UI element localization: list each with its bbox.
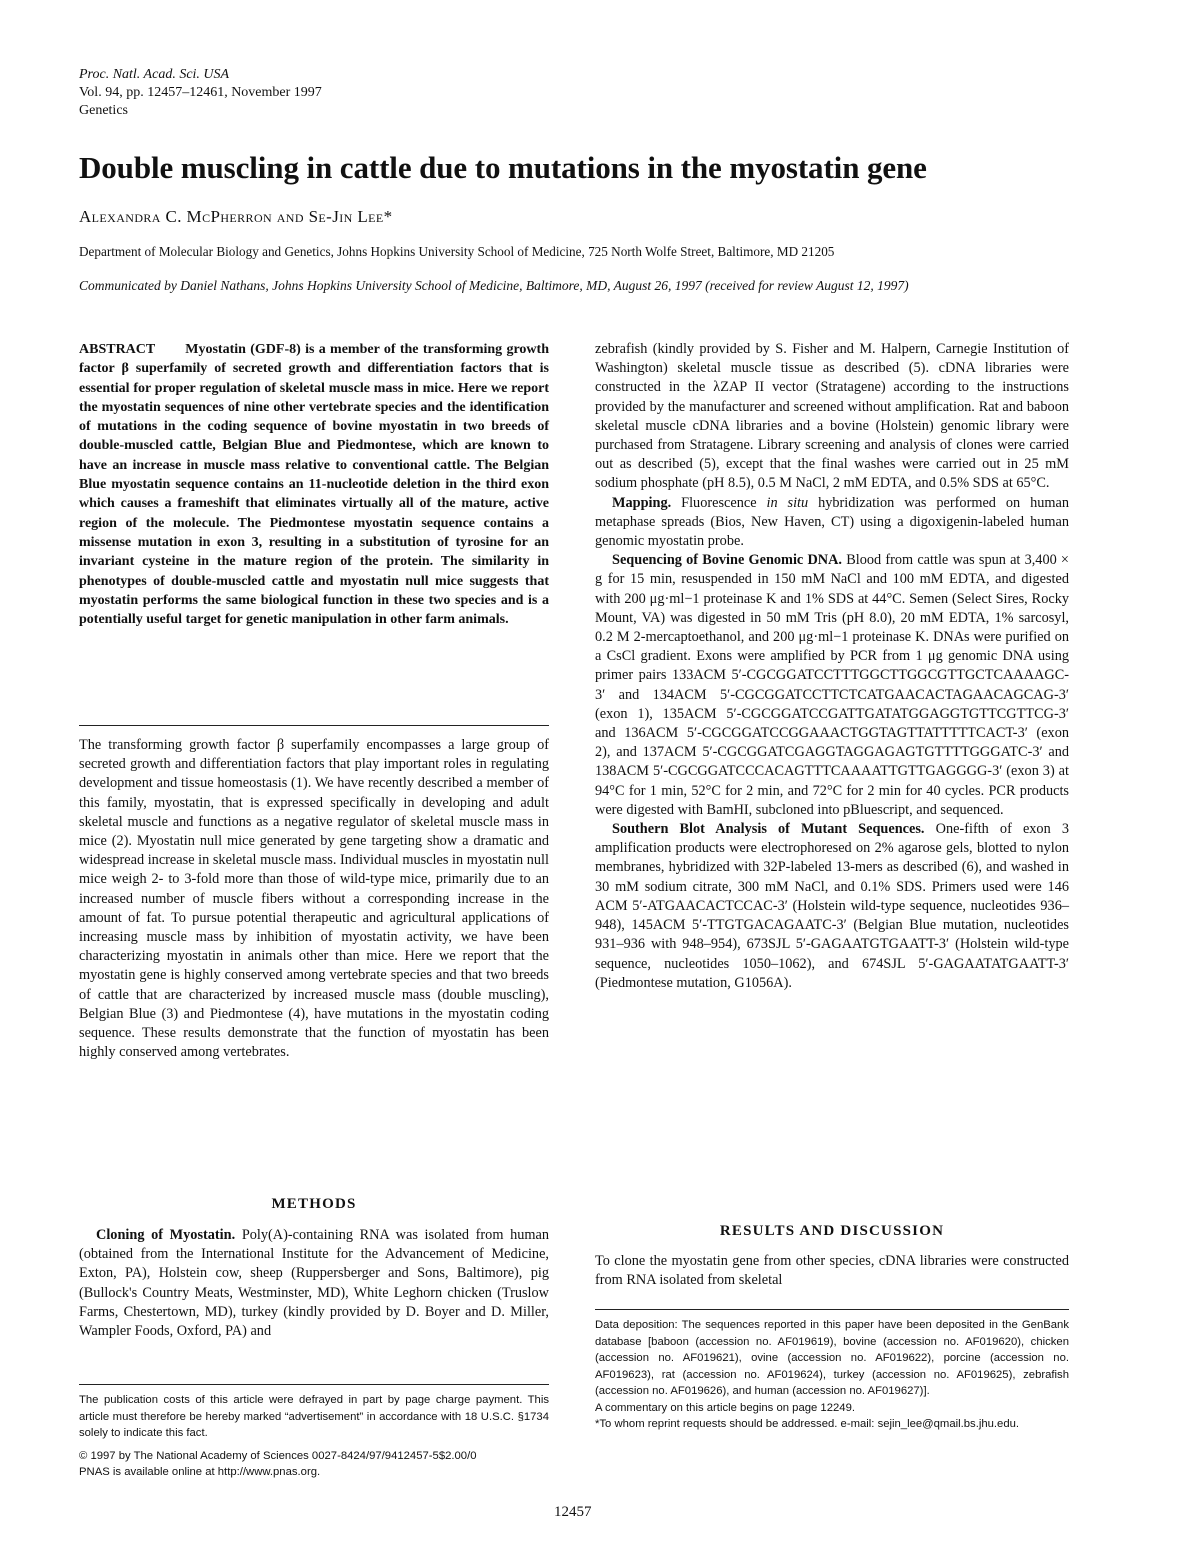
mapping-text: hybridization was performed on human metaphase spreads (Bios, New Haven, CT) using a digoxigenin-labeled human genomic myostatin probe.: [595, 494, 1069, 550]
author-list: Alexandra C. McPherron and Se-Jin Lee*: [79, 207, 393, 226]
mapping-italic: in situ: [766, 494, 809, 511]
commentary-note: A commentary on this article begins on page 12249.: [595, 1401, 855, 1414]
sequencing-text: Blood from cattle was spun at 3,400 × g for 15 min, resuspended in 150 mM NaCl and 100 mM EDTA, and digested with 200 μg·ml−1 proteinase K and 1% SDS at 44°C. Semen (Select Sires, Rocky Mount, VA) was digested in 50 mM Tris (pH 8.0), 20 mM EDTA, 1% sarcosyl, 0.2 M 2-mercaptoethanol, and 200 μg·ml−1 proteinase K. DNAs were purified on a CsCl gradient. Exons were amplified by PCR from 1 μg genomic DNA using primer pairs 133ACM 5′-CGCGGATCCTTTGGCTTGGCGTTGCTCAAAAGC-3′ and 134ACM 5′-CGCGGATCCTTCTCATGAACACTAGAACAGCAG-3′ (exon 1), 135ACM 5′-CGCGGATCCGATTGATATGGAGGTGTTCGTTCG-3′ and 136ACM 5′-CGCGGATCCGGAAACTGGTAGTTATTTTTCACT-3′ (exon 2), and 137ACM 5′-CGCGGATCGAGGTAGGAGAGTGTTTTGGGATC-3′ and 138ACM 5′-CGCGGATCCCACAGTTTCAAAATTGTTGAGGGG-3′ (exon 3) at 94°C for 1 min, 52°C for 2 min, and 72°C for 2 min for 40 cycles. PCR products were digested with BamHI, subcloned into pBluescript, and sequenced.: [595, 552, 1069, 818]
cloning-head: Cloning of Myostatin.: [96, 1227, 236, 1243]
journal-name: Proc. Natl. Acad. Sci. USA: [79, 67, 230, 82]
footnotes-right: [595, 1317, 1069, 1433]
sequencing-head: Sequencing of Bovine Genomic DNA.: [612, 552, 843, 569]
page-number: 12457: [554, 1504, 592, 1520]
southern-paragraph: [595, 820, 1069, 993]
footnote-divider-left: [79, 1384, 549, 1385]
cloning-paragraph-end: zebrafish (kindly provided by S. Fisher and M. Halpern, Carnegie Institution of Washington) skeletal muscle tissue as described (5). cDNA libraries were constructed in the λZAP II vector (Stratagene) according to the instructions provided by the manufacturer and screened without amplification. Rat and baboon skeletal muscle cDNA libraries and a bovine (Holstein) genomic library were purchased from Stratagene. Library screening and analysis of clones were carried out as described (5), except that the final washes were carried out in 25 mM sodium phosphate (pH 8.5), 0.5 M NaCl, 2 mM EDTA, and 0.5% SDS at 65°C.: [595, 341, 1069, 492]
abstract-divider: [79, 725, 549, 726]
cloning-section-left: [79, 1226, 549, 1341]
methods-heading: METHODS: [271, 1196, 357, 1212]
data-deposition-note: Data deposition: The sequences reported in this paper have been deposited in the GenBank database [baboon (accession no. AF019619), bovine (accession no. AF019620), chicken (accession no. AF019621), ovine (accession no. AF019622), porcine (accession no. AF019623), rat (accession no. AF019624), turkey (accession no. AF019625), zebrafish (accession no. AF019626), and human (accession no. AF019627)].: [595, 1319, 1069, 1397]
cloning-text-left: Poly(A)-containing RNA was isolated from human (obtained from the International Institute for the Advancement of Medicine, Exton, PA), Holstein cow, sheep (Ruppersberger and Sons, Baltimore), pig (Bullock's Country Meats, Westminster, MD), White Leghorn chicken (Truslow Farms, Chestertown, MD), turkey (kindly provided by D. Boyer and D. Miller, Wampler Foods, Oxford, PA) and: [79, 1227, 549, 1340]
communicated-by: Communicated by Daniel Nathans, Johns Hopkins University School of Medicine, Baltimore, MD, August 26, 1997 (received for review August 12, 1997): [79, 278, 909, 293]
cloning-paragraph-start: [79, 1226, 549, 1341]
introduction: [79, 736, 549, 1062]
affiliation: Department of Molecular Biology and Genetics, Johns Hopkins University School of Medicine, 725 North Wolfe Street, Baltimore, MD 21205: [79, 244, 835, 259]
mapping-pre: Fluorescence: [681, 494, 757, 511]
paper-title: Double muscling in cattle due to mutations in the myostatin gene: [79, 150, 927, 185]
footnote-divider-right: [595, 1309, 1069, 1310]
footnotes-left: [79, 1392, 549, 1481]
southern-head: Southern Blot Analysis of Mutant Sequences.: [612, 821, 925, 838]
mapping-paragraph: [595, 494, 1069, 552]
online-note: PNAS is available online at http://www.pnas.org.: [79, 1466, 321, 1478]
abstract: [79, 340, 549, 629]
journal-volume: Vol. 94, pp. 12457–12461, November 1997: [79, 85, 322, 100]
reprint-note: *To whom reprint requests should be addressed. e-mail: sejin_lee@qmail.bs.jhu.edu.: [595, 1418, 1020, 1430]
intro-paragraph: The transforming growth factor β superfamily encompasses a large group of secreted growth and differentiation factors that play important roles in regulating development and tissue homeostasis (1). We have recently described a member of this family, myostatin, that is expressed specifically in developing and adult skeletal muscle and functions as a negative regulator of skeletal muscle mass in mice (2). Myostatin null mice generated by gene targeting show a dramatic and widespread increase in skeletal muscle mass. Individual muscles in myostatin null mice weigh 2- to 3-fold more than those of wild-type mice, primarily due to an increased number of muscle fibers without a corresponding increase in the amount of fat. To pursue potential therapeutic and agricultural applications of increasing muscle mass by inhibition of myostatin activity, we have been characterizing myostatin in animals other than mice. Here we report that the myostatin gene is highly conserved among vertebrate species and that two breeds of cattle that are characterized by increased muscle mass (double muscling), Belgian Blue (3) and Piedmontese (4), have mutations in the myostatin coding sequence. These results demonstrate that the function of myostatin has been highly conserved among vertebrates.: [79, 737, 549, 1061]
results-paragraph: To clone the myostatin gene from other species, cDNA libraries were constructed from RNA isolated from skeletal: [595, 1253, 1069, 1289]
results-section: [595, 1252, 1069, 1290]
abstract-label: ABSTRACT: [79, 342, 156, 357]
mapping-head: Mapping.: [612, 494, 672, 511]
sequencing-paragraph: [595, 551, 1069, 820]
publication-costs-note: The publication costs of this article were defrayed in part by page charge payment. This article must therefore be hereby marked “advertisement” in accordance with 18 U.S.C. §1734 solely to indicate this fact.: [79, 1394, 549, 1439]
journal-section: Genetics: [79, 103, 128, 118]
methods-right-column: [595, 340, 1069, 993]
results-heading: RESULTS AND DISCUSSION: [719, 1223, 945, 1239]
southern-text: One-fifth of exon 3 amplification products were electrophoresed on 2% agarose gels, blotted to nylon membranes, hybridized with 32P-labeled 13-mers as described (6), and washed in 30 mM sodium citrate, 300 mM NaCl, and 0.1% SDS. Primers used were 146 ACM 5′-ATGAACACTCCAC-3′ (Holstein wild-type sequence, nucleotides 936–948), 145ACM 5′-TTGTGACAGAATC-3′ (Belgian Blue mutation, nucleotides 931–936 with 948–954), 673SJL 5′-GAGAATGTGAATT-3′ (Holstein wild-type sequence, nucleotides 1050–1062), and 674SJL 5′-GAGAATATGAATT-3′ (Piedmontese mutation, G1056A).: [595, 821, 1069, 991]
journal-header: [79, 66, 322, 120]
copyright-note: © 1997 by The National Academy of Sciences 0027-8424/97/9412457-5$2.00/0: [79, 1449, 477, 1462]
abstract-text: Myostatin (GDF-8) is a member of the transforming growth factor β superfamily of secreted growth and differentiation factors that is essential for proper regulation of skeletal muscle mass in mice. Here we report the myostatin sequences of nine other vertebrate species and the identification of mutations in the coding sequence of bovine myostatin in two breeds of double-muscled cattle, Belgian Blue and Piedmontese, which are known to have an increase in muscle mass relative to conventional cattle. The Belgian Blue myostatin sequence contains an 11-nucleotide deletion in the third exon which causes a frameshift that eliminates virtually all of the mature, active region of the molecule. The Piedmontese myostatin sequence contains a missense mutation in exon 3, resulting in a substitution of tyrosine for an invariant cysteine in the mature region of the protein. The similarity in phenotypes of double-muscled cattle and myostatin null mice suggests that myostatin performs the same biological function in these two species and is a potentially useful target for genetic manipulation in other farm animals.: [79, 342, 549, 628]
